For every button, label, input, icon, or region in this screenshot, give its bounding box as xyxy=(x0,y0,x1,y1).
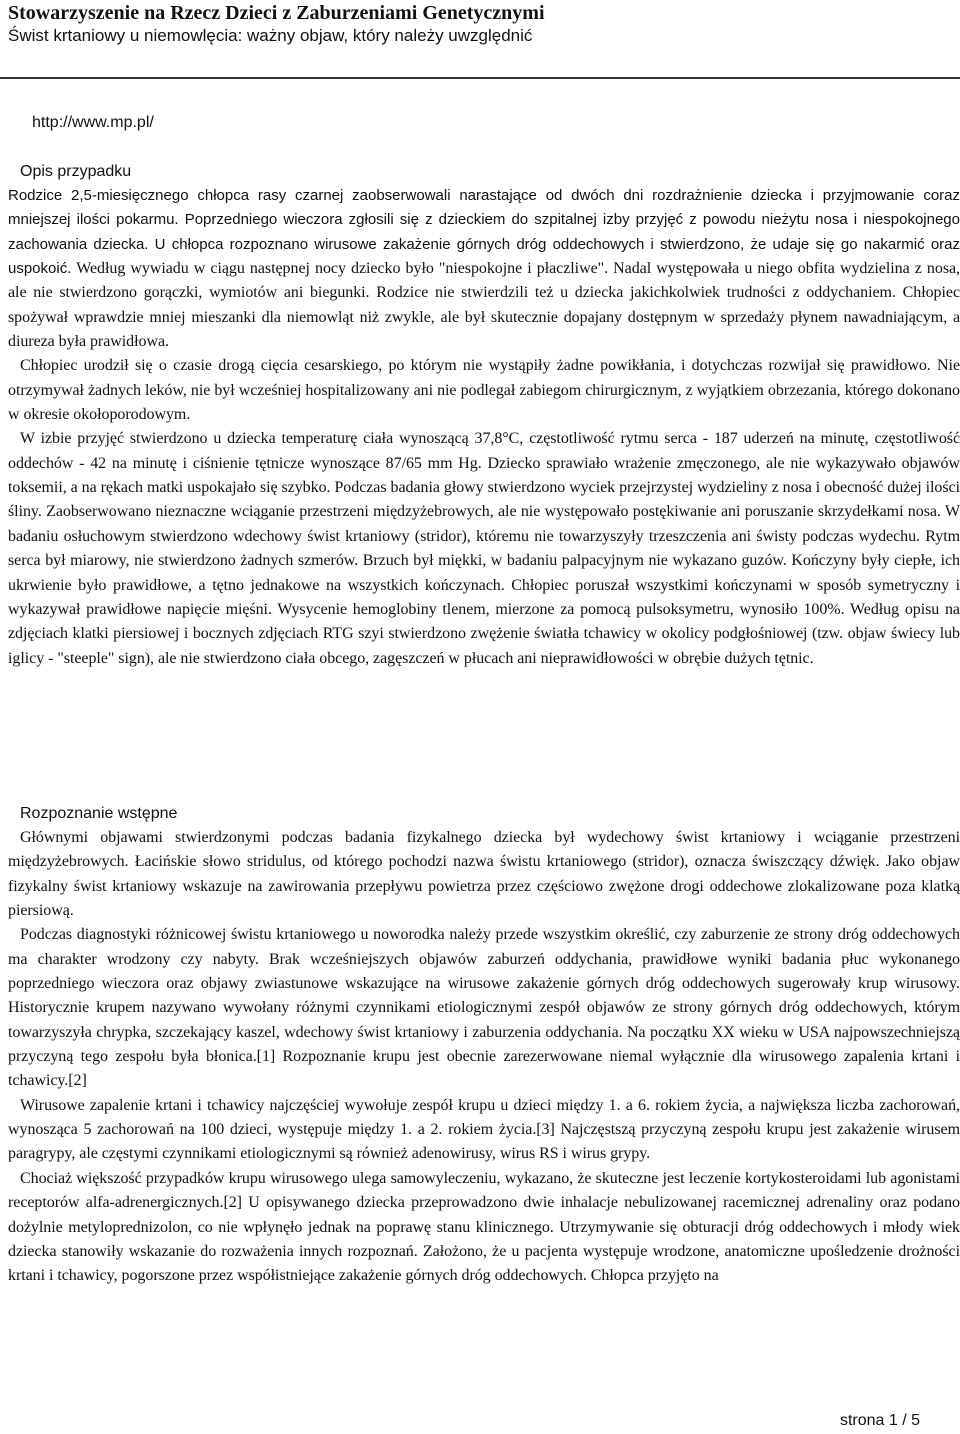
document-header xyxy=(8,0,952,47)
paragraph-text: Według wywiadu w ciągu następnej nocy dziecko było "niespokojne i płaczliwe". Nadal występowała u niego obfita wydzielina z nosa, ale nie stwierdzono gorączki, wymiotów ani biegunki. Rodzice nie stwierdzili też u dziecka jakichkolwiek trudności z oddychaniem. Chłopiec spożywał wprawdzie mniej mieszanki dla niemowląt niż zwykle, ale był skutecznie dopajany dostępnym w sprzedaży płynem nawadniającym, a diureza była prawidłowa. xyxy=(8,260,960,351)
case-description-section xyxy=(8,160,960,671)
paragraph-sans-text: Rodzice 2,5-miesięcznego chłopca rasy czarnej zaobserwowali narastające od dwóch dni rozdrażnienie dziecka i przyjmowanie coraz mniejszej ilości pokarmu. Poprzedniego wieczora zgłosili się z dzieckiem do szpitalnej izby przyjęć z powodu nieżytu nosa i niespokojnego zachowania dziecka. U chłopca rozpoznano wirusowe zakażenie górnych dróg oddechowych i stwierdzono, że udaje się go nakarmić oraz uspokoić. xyxy=(8,187,960,278)
paragraph: Chociaż większość przypadków krupu wirusowego ulega samowyleczeniu, wykazano, że skuteczne jest leczenie kortykosteroidami lub agonistami receptorów alfa-adrenergicznych.[2] U opisywanego dziecka przeprowadzono dwie inhalacje nebulizowanej racemicznej adrenaliny oraz podano dożylnie metyloprednizolon, co nie wpłynęło jednak na poprawę stanu klinicznego. Utrzymywanie się obturacji dróg oddechowych i młody wiek dziecka stanowiły wskazanie do rozważenia innych rozpoznań. Założono, że u pacjenta występuje wrodzone, anatomiczne upośledzenie drożności krtani i tchawicy, pogorszone przez współistniejące zakażenie górnych dróg oddechowych. Chłopca przyjęto na xyxy=(8,1169,960,1285)
page-number: strona 1 / 5 xyxy=(839,1412,920,1429)
section-heading: Rozpoznanie wstępne xyxy=(20,805,178,822)
paragraph-text: W izbie przyjęć stwierdzono u dziecka temperaturę ciała wynoszącą 37,8°C, częstotliwość rytmu serca - 187 uderzeń na minutę, częstotliwość oddechów - 42 na minutę i ciśnienie tętnicze wynoszące 87/65 mm Hg. Dziecko sprawiało wrażenie zmęczonego, ale nie wykazywało objawów toksemii, a na rękach matki uspokajało się szybko. Podczas badania głowy stwierdzono wyciek przejrzystej wydzieliny z nosa i obecność dużej ilości śliny. Zaobserwowano nieznaczne wciąganie przestrzeni międzyżebrowych, ale nie występowało postękiwanie ani poruszanie skrzydełkami nosa. W badaniu osłuchowym stwierdzono wdechowy świst krtaniowy (stridor), któremu nie towarzyszyły trzeszczenia ani świsty podczas wydechu. Rytm serca był miarowy, nie stwierdzono żadnych szmerów. Brzuch był miękki, w badaniu palpacyjnym nie wykazano guzów. Kończyny były ciepłe, ich ukrwienie było prawidłowe, a tętno jednakowe na wszystkich kończynach. Chłopiec poruszał wszystkimi kończynami w sposób symetryczny i wykazywał prawidłowe napięcie mięśni. Wysycenie hemoglobiny tlenem, mierzone za pomocą pulsoksymetru, wynosiło 100%. Według opisu na zdjęciach klatki piersiowej i bocznych zdjęciach RTG szyi stwierdzono zwężenie światła tchawicy w okolicy podgłośniowej (tzw. objaw świecy lub iglicy - "steeple" sign), ale nie stwierdzono ciała obcego, zagęszczeń w płucach ani nieprawidłowości w obrębie dużych tętnic. xyxy=(8,430,960,667)
initial-diagnosis-section xyxy=(8,802,960,1289)
section-heading: Opis przypadku xyxy=(20,163,132,180)
paragraph xyxy=(8,427,960,670)
header-divider xyxy=(0,77,960,79)
paragraph xyxy=(8,184,960,354)
paragraph: Wirusowe zapalenie krtani i tchawicy najczęściej wywołuje zespół krupu u dzieci między 1. a 6. rokiem życia, a największa liczba zachorowań, wynosząca 5 zachorowań na 100 dzieci, występuje między 1. a 2. rokiem życia.[3] Najczęstszą przyczyną zespołu krupu jest zakażenie wirusem paragrypy, ale częstymi czynnikami etiologicznymi są również adenowirusy, wirus RS i wirus grypy. xyxy=(8,1096,960,1163)
paragraph: Podczas diagnostyki różnicowej świstu krtaniowego u noworodka należy przede wszystkim określić, czy zaburzenie ze strony dróg oddechowych ma charakter wrodzony czy nabyty. Brak wcześniejszych objawów zaburzeń oddychania, prawidłowe wyniki badania płuc wykonanego poprzedniego wieczora oraz objawy zwiastunowe wskazujące na wirusowe zakażenie górnych dróg oddechowych sugerowały krup wirusowy. Historycznie krupem nazywano wywołany różnymi czynnikami etiologicznymi zespół objawów ze strony górnych dróg oddechowych, którym towarzyszyła chrypka, szczekający kaszel, wdechowy świst krtaniowy i zaburzenia oddychania. Na początku XX wieku w USA najpowszechniejszą przyczyną tego zespołu była błonica.[1] Rozpoznanie krupu jest obecnie zarezerwowane niemal wyłącznie dla wirusowego zapalenia krtani i tchawicy.[2] xyxy=(8,926,960,1090)
paragraph xyxy=(8,354,960,427)
organization-title: Stowarzyszenie na Rzecz Dzieci z Zaburzeniami Genetycznymi xyxy=(8,2,545,24)
source-url-link[interactable]: http://www.mp.pl/ xyxy=(32,114,154,131)
document-subtitle: Świst krtaniowy u niemowlęcia: ważny objaw, który należy uwzględnić xyxy=(8,26,533,45)
paragraph: Głównymi objawami stwierdzonymi podczas badania fizykalnego dziecka był wydechowy świst krtaniowy i wciąganie przestrzeni międzyżebrowych. Łacińskie słowo stridulus, od którego pochodzi nazwa świstu krtaniowego (stridor), oznacza świszczący dźwięk. Jako objaw fizykalny świst krtaniowy wskazuje na zawirowania przepływu powietrza przez częściowo zwężone drogi oddechowe zlokalizowane poza klatką piersiową. xyxy=(8,829,960,920)
paragraph-text: Chłopiec urodził się o czasie drogą cięcia cesarskiego, po którym nie wystąpiły żadne powikłania, i dotychczas rozwijał się prawidłowo. Nie otrzymywał żadnych leków, nie był wcześniej hospitalizowany ani nie podlegał zabiegom chirurgicznym, z wyjątkiem obrzezania, którego dokonano w okresie okołoporodowym. xyxy=(8,357,960,424)
